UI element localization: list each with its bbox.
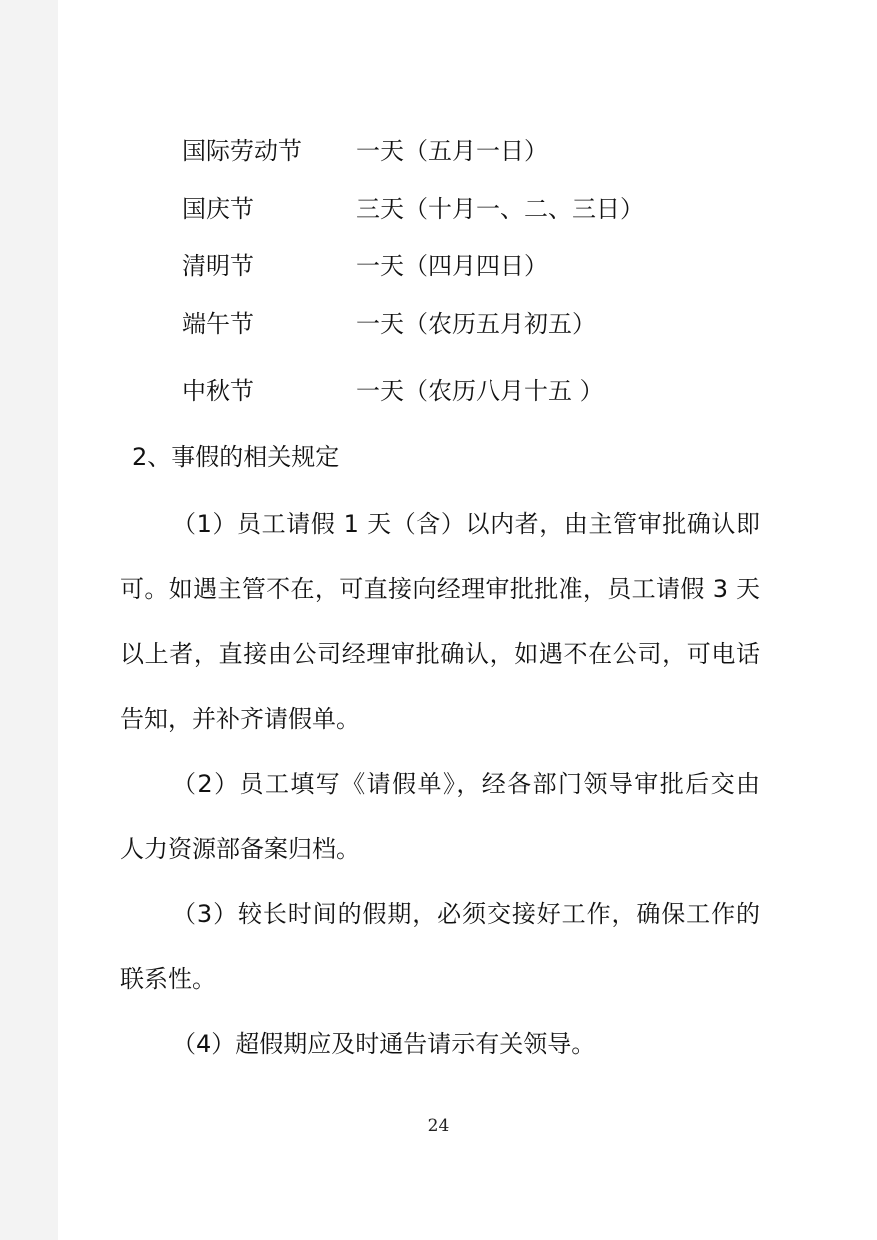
holiday-days: 一天（四月四日） <box>356 252 548 280</box>
rule-1-line: 以上者，直接由公司经理审批确认，如遇不在公司，可电话 <box>120 640 760 668</box>
holiday-name: 国际劳动节 <box>182 137 302 165</box>
rule-1-line: （1）员工请假 1 天（含）以内者，由主管审批确认即 <box>172 510 760 538</box>
rule-4-line: （4）超假期应及时通告请示有关领导。 <box>172 1030 596 1058</box>
holiday-days: 三天（十月一、二、三日） <box>356 195 644 223</box>
holiday-name: 端午节 <box>182 310 254 338</box>
rule-3-line: 联系性。 <box>120 965 216 993</box>
rule-2-line: （2）员工填写《请假单》，经各部门领导审批后交由 <box>172 770 760 798</box>
holiday-name: 中秋节 <box>182 377 254 405</box>
rule-2-line: 人力资源部备案归档。 <box>120 835 360 863</box>
holiday-name: 清明节 <box>182 252 254 280</box>
holiday-days: 一天（农历八月十五 ） <box>356 377 604 405</box>
rule-1-line: 可。如遇主管不在，可直接向经理审批批准，员工请假 3 天 <box>120 575 760 603</box>
rule-1-line: 告知，并补齐请假单。 <box>120 705 360 733</box>
holiday-days: 一天（五月一日） <box>356 137 548 165</box>
holiday-name: 国庆节 <box>182 195 254 223</box>
section-heading: 2、事假的相关规定 <box>132 443 340 471</box>
rule-3-line: （3）较长时间的假期，必须交接好工作，确保工作的 <box>172 900 760 928</box>
page-number: 24 <box>427 1116 450 1136</box>
holiday-days: 一天（农历五月初五） <box>356 310 596 338</box>
